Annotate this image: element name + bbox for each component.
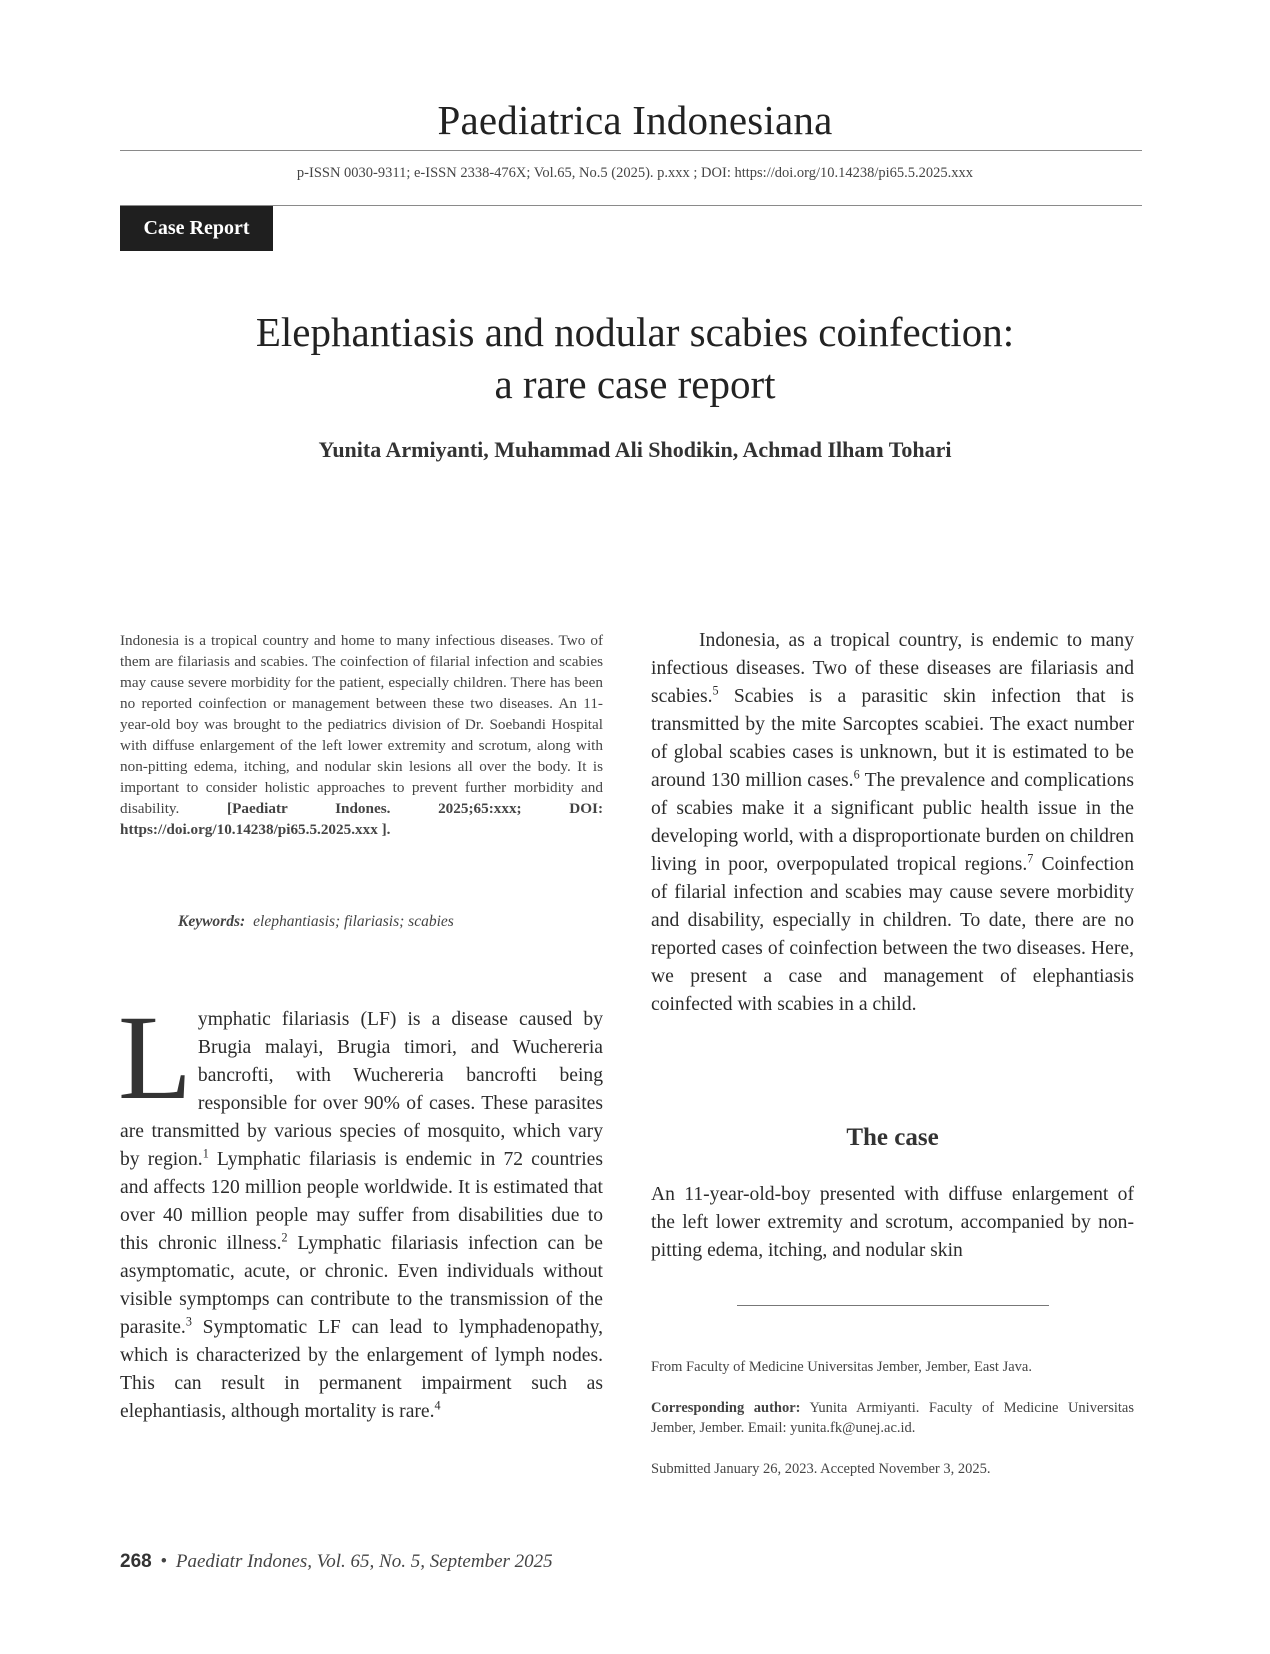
reference-marker: 7 xyxy=(1027,851,1034,866)
abstract xyxy=(120,630,603,840)
issn-line: p-ISSN 0030-9311; e-ISSN 2338-476X; Vol.65, No.5 (2025). p.xxx ; DOI: https://doi.org/10.14238/pi65.5.2025.xxx xyxy=(296,165,974,181)
abstract-text: Indonesia is a tropical country and home to many infectious diseases. Two of them are filariasis and scabies. The coinfection of filarial infection and scabies may cause severe morbidity for the patient, especially children. There has been no reported coinfection or management between these two diseases. An 11-year-old boy was brought to the pediatrics division of Dr. Soebandi Hospital with diffuse enlargement of the left lower extremity and scrotum, along with non-pitting edema, itching, and nodular skin lesions all over the body. It is important to consider holistic approaches to prevent further morbidity and disability. xyxy=(120,632,603,817)
drop-cap: L xyxy=(118,991,192,1125)
corresponding-author-text: Yunita Armiyanti. Faculty of Medicine Universitas Jember, Jember. Email: yunita.fk@unej.ac.id. xyxy=(651,1400,1134,1436)
page-number: 268 xyxy=(120,1551,152,1572)
footnote-rule xyxy=(737,1305,1049,1306)
reference-marker: 4 xyxy=(434,1398,441,1413)
reference-marker: 1 xyxy=(202,1146,209,1161)
keywords-label: Keywords: xyxy=(178,913,246,930)
title-line-1: Elephantiasis and nodular scabies coinfection: xyxy=(255,309,1015,355)
intro-paragraph xyxy=(651,627,1134,1019)
footer-bullet: • xyxy=(160,1551,168,1572)
reference-marker: 6 xyxy=(853,767,860,782)
intro-right-column xyxy=(651,627,1134,1019)
case-text: An 11-year-old-boy presented with diffuse enlargement of the left lower extremity and scrotum, accompanied by non-pitting edema, itching, and nodular skin xyxy=(651,1184,1134,1261)
page-footer xyxy=(120,1551,553,1573)
keywords xyxy=(178,913,454,931)
article-title xyxy=(0,306,1270,410)
intro-text: Indonesia, as a tropical country, is endemic to many infectious diseases. Two of these diseases are filariasis and scabies. xyxy=(651,630,1134,707)
intro-text: Lymphatic filariasis is endemic in 72 countries and affects 120 million people worldwide. It is estimated that over 40 million people may suffer from disabilities due to this chronic illness. xyxy=(120,1149,604,1254)
corresponding-author-label: Corresponding author: xyxy=(651,1400,801,1416)
corresponding-author-note xyxy=(651,1398,1134,1438)
journal-title: Paediatrica Indonesiana xyxy=(437,97,833,143)
intro-text: Scabies is a parasitic skin infection that is transmitted by the mite Sarcoptes scabiei. The exact number of global scabies cases is unknown, but it is estimated to be around 130 million cases. xyxy=(651,686,1134,791)
footer-journal-ref: Paediatr Indones, Vol. 65, No. 5, September 2025 xyxy=(175,1551,553,1572)
title-line-2: a rare case report xyxy=(494,361,776,407)
reference-marker: 5 xyxy=(712,683,719,698)
section-rule xyxy=(120,205,1142,206)
intro-text: Lymphatic filariasis infection can be asymptomatic, acute, or chronic. Even individuals without visible symptomps can contribute to the transmission of the parasite. xyxy=(120,1233,603,1338)
intro-left-column xyxy=(118,991,604,1426)
case-heading: The case xyxy=(846,1124,939,1151)
header-rule xyxy=(120,150,1142,151)
abstract-citation: [Paediatr Indones. 2025;65:xxx; DOI: https://doi.org/10.14238/pi65.5.2025.xxx ]. xyxy=(120,800,604,838)
reference-marker: 2 xyxy=(281,1230,288,1245)
article-type-badge: Case Report xyxy=(120,206,273,251)
submission-dates: Submitted January 26, 2023. Accepted November 3, 2025. xyxy=(651,1461,991,1477)
reference-marker: 3 xyxy=(185,1314,192,1329)
intro-text: The prevalence and complications of scabies make it a significant public health issue in the developing world, with a disproportionate burden on children living in poor, overpopulated tropical regions. xyxy=(651,770,1135,875)
intro-text: Coinfection of filarial infection and scabies may cause severe morbidity and disability, especially in children. To date, there are no reported cases of coinfection between the two diseases. Here, we present a case and management of elephantiasis coinfected with scabies in a child. xyxy=(651,854,1135,1015)
affiliation-note: From Faculty of Medicine Universitas Jember, Jember, East Java. xyxy=(651,1359,1032,1375)
intro-text: ymphatic filariasis (LF) is a disease caused by Brugia malayi, Brugia timori, and Wuchereria bancrofti, with Wuchereria bancrofti being responsible for over 90% of cases. These parasites are transmitted by various species of mosquito, which vary by region. xyxy=(120,1009,603,1170)
intro-text: Symptomatic LF can lead to lymphadenopathy, which is characterized by the enlargement of lymph nodes. This can result in permanent impairment such as elephantiasis, although mortality is rare. xyxy=(120,1317,603,1422)
keywords-list: elephantiasis; filariasis; scabies xyxy=(253,913,454,930)
author-list: Yunita Armiyanti, Muhammad Ali Shodikin, Achmad Ilham Tohari xyxy=(318,437,952,462)
